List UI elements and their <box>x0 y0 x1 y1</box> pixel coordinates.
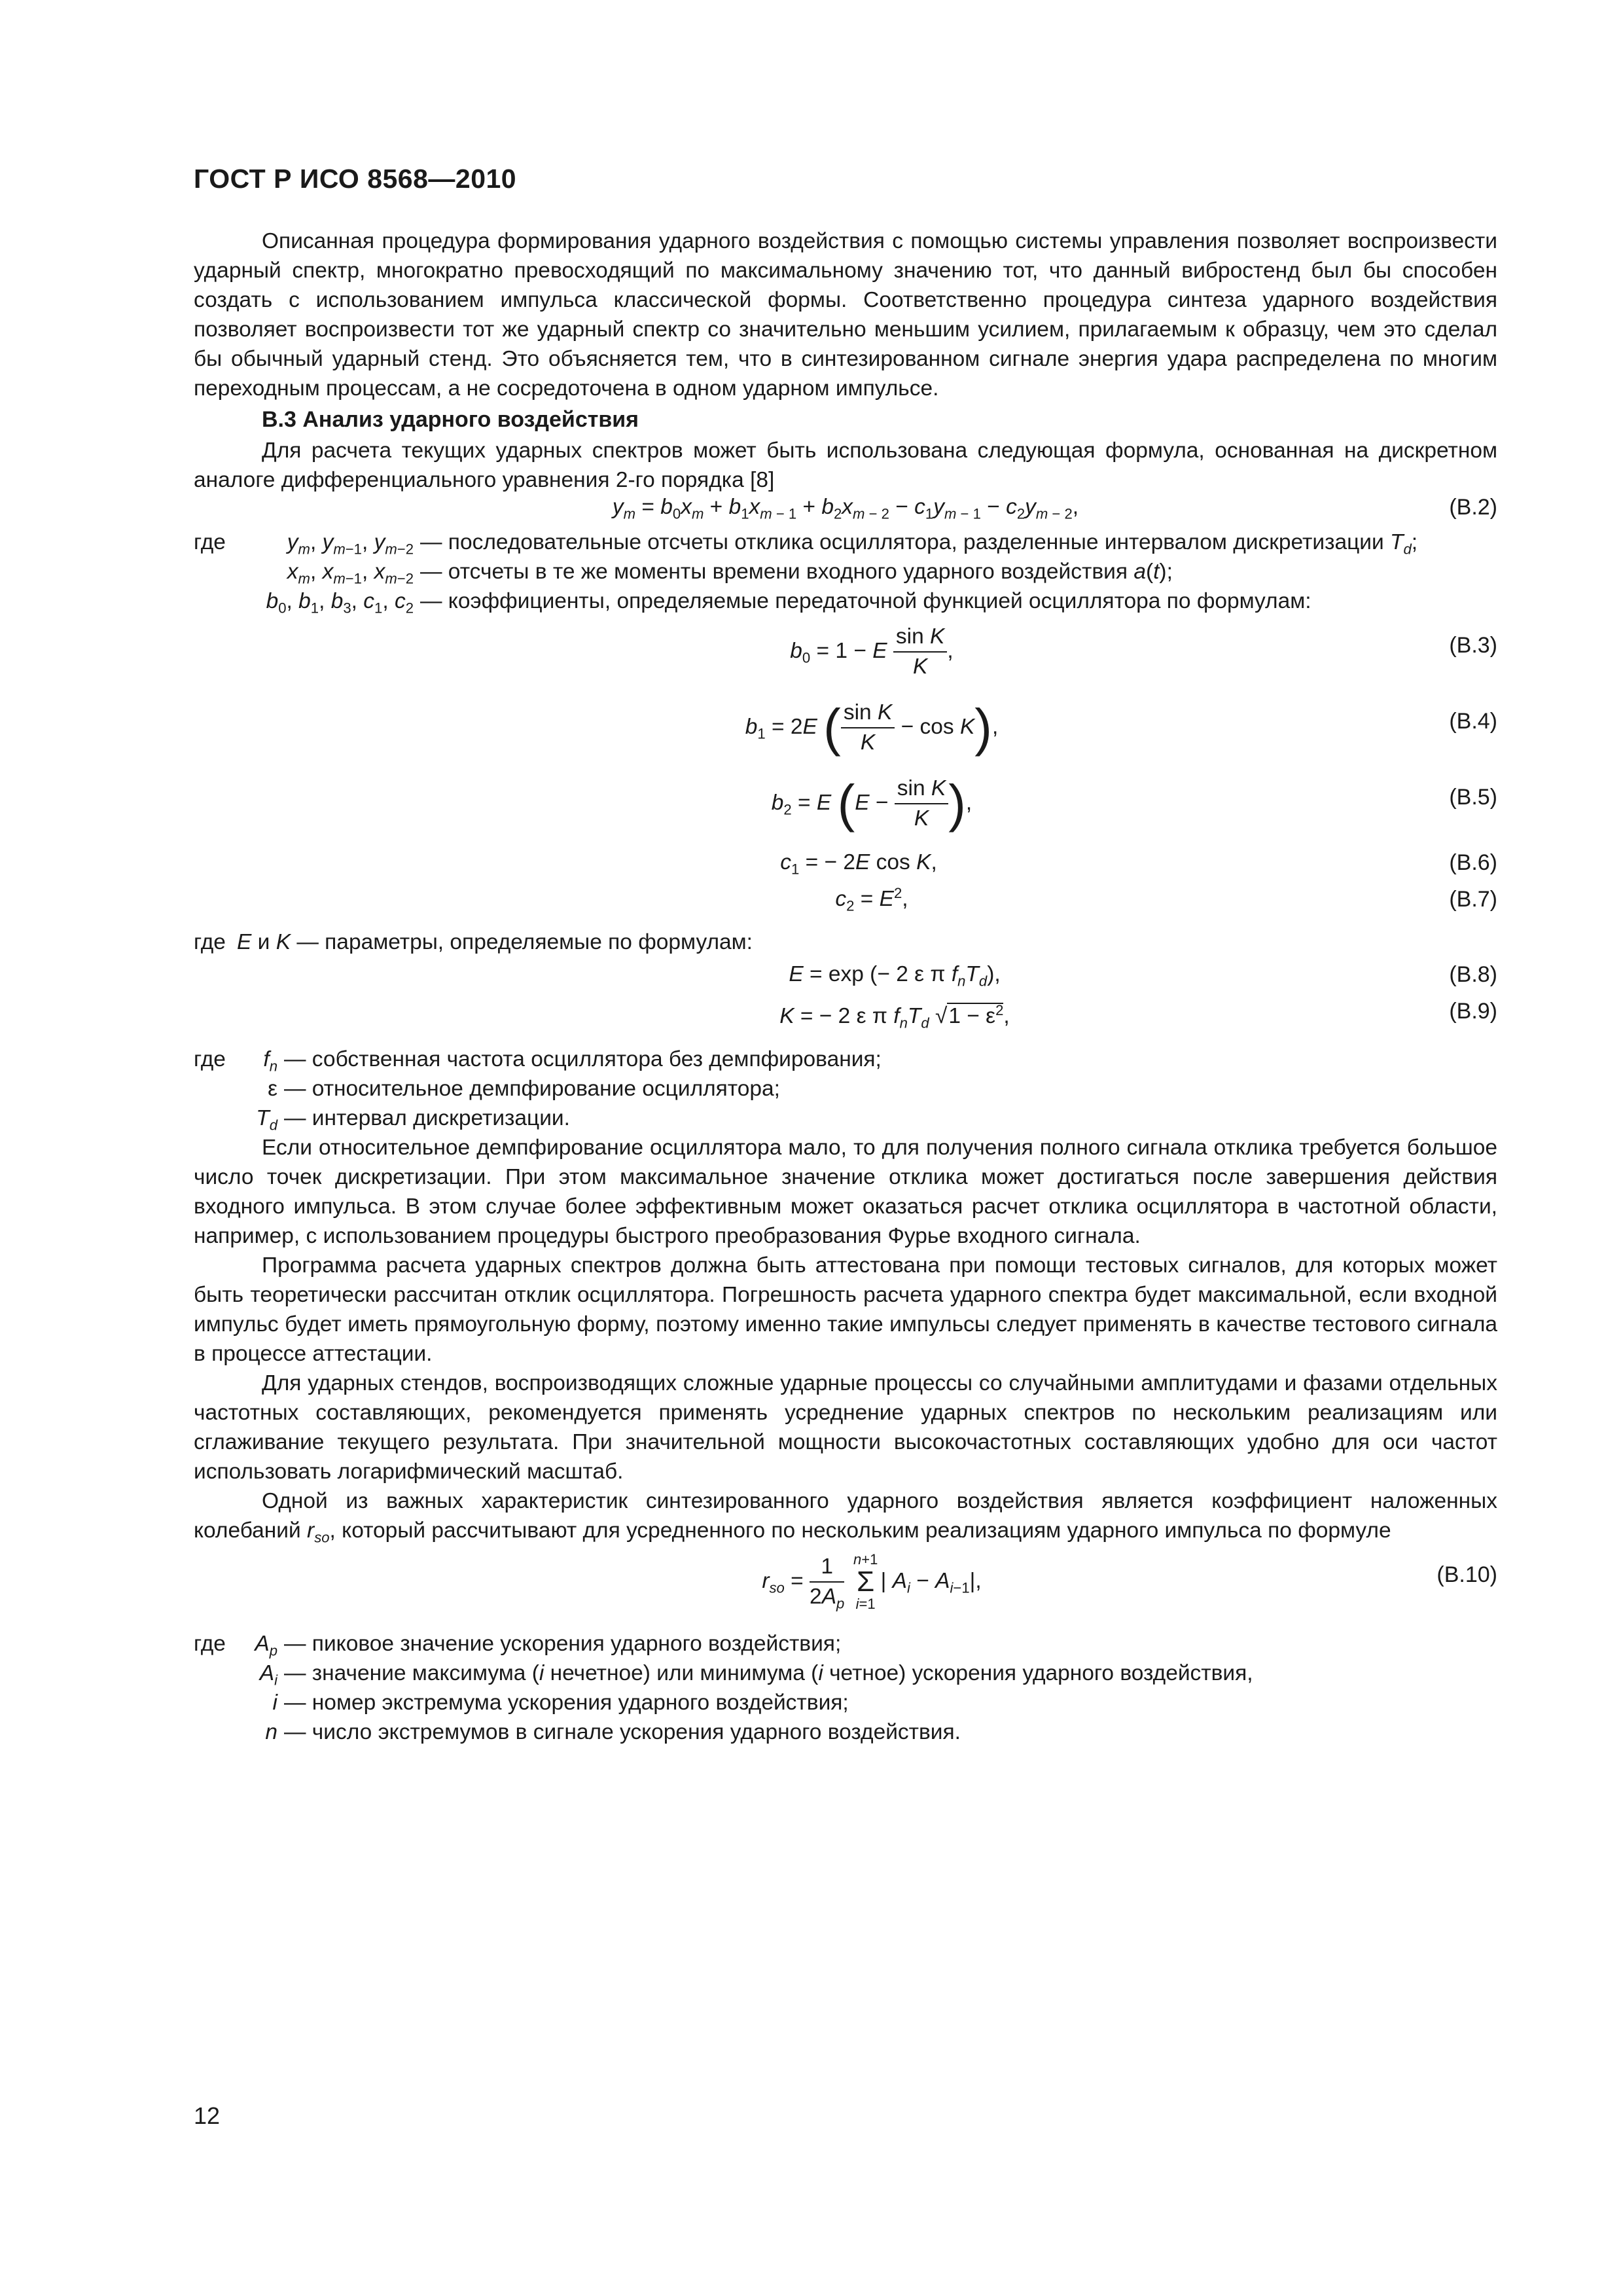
intro-paragraph: Описанная процедура формирования ударного воздействия с помощью системы управления позволяет воспроизвести ударный спектр, многократно превосходящий по максимальному значению тот, что данный вибростенд был бы способен создать с использованием импульса классической формы. Соответственно процедура синтеза ударного воздействия позволяет воспроизвести тот же ударный спектр со значительно меньшим усилием, прилагаемым к образцу, чем это сделал бы обычный ударный стенд. Это объясняется тем, что в синтезированном сигнале энергия удара распределена по многим переходным процессам, а не сосредоточена в одном ударном импульсе. <box>194 229 1497 401</box>
equation-b2-body: $y_m = b_0x_m + b_1x_{m - 1} + b_2x_{m - 2} - c_1y_{m - 1} - c_2y_{m - 2}$, <box>612 495 1079 522</box>
where-label: где <box>194 1632 226 1656</box>
equation-b5 <box>194 770 1497 844</box>
equation-number: (В.6) <box>1449 850 1497 875</box>
definition-row <box>194 1629 1497 1659</box>
definition-term: $T_d$ <box>256 1106 277 1134</box>
equation-b4-body: $b_1 = 2E$ ( $\frac{\text{sin K}}{K}$ − cos K), <box>745 698 999 757</box>
definition-row <box>194 1103 1497 1133</box>
equation-number: (В.3) <box>1449 633 1497 658</box>
equation-b6-body: $c_1$ = − 2E cos K, <box>780 850 937 878</box>
where-label: где <box>194 930 226 954</box>
equation-b2 <box>194 495 1497 528</box>
definition-text: — номер экстремума ускорения ударного воздействия; <box>284 1691 849 1715</box>
definition-term: $f_n$ <box>263 1047 277 1075</box>
paragraph: Если относительное демпфирование осциллятора мало, то для получения полного сигнала отклика требуется большое число точек дискретизации. При этом максимальное значение отклика может достигаться после завершения действия входного импульса. В этом случае более эффективным может оказаться расчет отклика осциллятора в частотной области, например, с использованием процедуры быстрого преобразования Фурье входного сигнала. <box>194 1136 1497 1248</box>
formula-intro-paragraph: Для расчета текущих ударных спектров может быть использована следующая формула, основанная на дискретном аналоге дифференциального уравнения 2-го порядка [8] <box>194 439 1497 492</box>
document-header: ГОСТ Р ИСО 8568—2010 <box>194 164 517 194</box>
where-label: где <box>194 1047 226 1071</box>
equation-b7 <box>194 884 1497 924</box>
fraction: $\frac{\text{sin K}}{K}$ <box>841 698 895 757</box>
equation-b7-body: $c_2 = E^2$, <box>835 884 908 914</box>
where-label: где <box>194 530 226 554</box>
definition-term: i <box>272 1691 277 1715</box>
definition-row <box>194 1045 1497 1074</box>
summation: n+1 Σ i=1 <box>853 1551 878 1612</box>
equation-b6 <box>194 850 1497 887</box>
definition-term: n <box>265 1720 277 1744</box>
rso-paragraph: Одной из важных характеристик синтезированного ударного воздействия является коэффициент наложенных колебаний $r_{so}$, который рассчитывают для усредненного по нескольким реализациям ударного импульса по формуле <box>194 1489 1497 1546</box>
definition-term: $A_p$ <box>255 1632 277 1659</box>
page-number: 12 <box>194 2102 221 2129</box>
definition-row <box>194 927 1497 957</box>
definition-text: — значение максимума (i нечетное) или минимума (i четное) ускорения ударного воздействия, <box>284 1661 1253 1685</box>
definition-row <box>194 1717 1497 1747</box>
paragraph: Программа расчета ударных спектров должна быть аттестована при помощи тестовых сигналов, для которых может быть теоретически рассчитан отклик осциллятора. Погрешность расчета ударного спектра будет максимальной, если входной импульс будет иметь прямоугольную форму, поэтому именно такие импульсы следует применять в качестве тестового сигнала в процессе аттестации. <box>194 1253 1497 1366</box>
definition-text: — число экстремумов в сигнале ускорения ударного воздействия. <box>284 1720 961 1744</box>
paragraph: Для ударных стендов, воспроизводящих сложные ударные процессы со случайными амплитудами и фазами отдельных частотных составляющих, рекомендуется применять усреднение ударных спектров по нескольким реализациям или сглаживание текущего результата. При значительной мощности высокочастотных составляющих удобно для оси частот использовать логарифмический масштаб. <box>194 1371 1497 1484</box>
definition-term: $y_m$, $y_{m-1}$, $y_{m-2}$ <box>287 530 414 558</box>
page-body <box>194 226 1497 1747</box>
equation-b10-body: $r_{so}$ = $\frac{1}{2A_p}$ n+1 Σ i=1 | $A_i - A_{i-1}|$, <box>762 1551 982 1612</box>
equation-number: (В.5) <box>1449 785 1497 810</box>
definition-text: E и K — параметры, определяемые по формулам: <box>237 930 753 954</box>
definition-row <box>194 1074 1497 1103</box>
equation-b8-body: E = exp (− 2 ε π $f_nT_d$), <box>789 962 1001 990</box>
equation-b4 <box>194 694 1497 768</box>
definition-term: $x_m$, $x_{m-1}$, $x_{m-2}$ <box>287 560 414 587</box>
equation-number: (В.7) <box>1449 887 1497 912</box>
definition-row <box>194 528 1497 557</box>
definition-row <box>194 1688 1497 1717</box>
equation-b8 <box>194 962 1497 999</box>
definition-text: — коэффициенты, определяемые передаточной функцией осциллятора по формулам: <box>420 589 1311 613</box>
fraction: $\frac{\text{sin K}}{K}$ <box>893 622 948 681</box>
definition-text: — собственная частота осциллятора без демпфирования; <box>284 1047 882 1071</box>
equation-b3 <box>194 619 1497 692</box>
definition-text: — интервал дискретизации. <box>284 1106 570 1130</box>
definition-term: $b_0$, $b_1$, $b_3$, $c_1$, $c_2$ <box>266 589 414 617</box>
definition-text: — последовательные отсчеты отклика осциллятора, разделенные интервалом дискретизации $T_d$; <box>420 530 1418 558</box>
fraction: $\frac{1}{2A_p}$ <box>810 1552 844 1611</box>
equation-b10 <box>194 1548 1497 1626</box>
definition-text: — пиковое значение ускорения ударного воздействия; <box>284 1632 842 1656</box>
equation-b5-body: $b_2 = E$ (E − $\frac{\text{sin K}}{K}$ ), <box>771 774 972 833</box>
equation-number: (В.4) <box>1449 709 1497 734</box>
definition-text: — отсчеты в те же моменты времени входного ударного воздействия a(t); <box>420 560 1173 584</box>
equation-number: (В.2) <box>1449 495 1497 520</box>
equation-number: (В.8) <box>1449 962 1497 987</box>
equation-number: (В.10) <box>1436 1562 1497 1587</box>
definition-term: $A_i$ <box>259 1661 277 1689</box>
equation-b9 <box>194 999 1497 1042</box>
definition-row <box>194 557 1497 586</box>
equation-b3-body: $b_0 = 1 - E$ $\frac{\text{sin K}}{K}$ , <box>194 622 1497 681</box>
definition-row <box>194 1659 1497 1688</box>
equation-number: (В.9) <box>1449 999 1497 1024</box>
fraction: $\frac{\text{sin K}}{K}$ <box>895 774 949 833</box>
definition-row <box>194 586 1497 616</box>
definition-text: — относительное демпфирование осциллятора; <box>284 1077 780 1101</box>
section-heading: В.3 Анализ ударного воздействия <box>262 407 639 432</box>
equation-b9-body: K = − 2 ε π $f_nT_d$ $√1 - \varepsilon^2$, <box>779 1001 1010 1031</box>
definition-term: ε <box>268 1077 277 1101</box>
